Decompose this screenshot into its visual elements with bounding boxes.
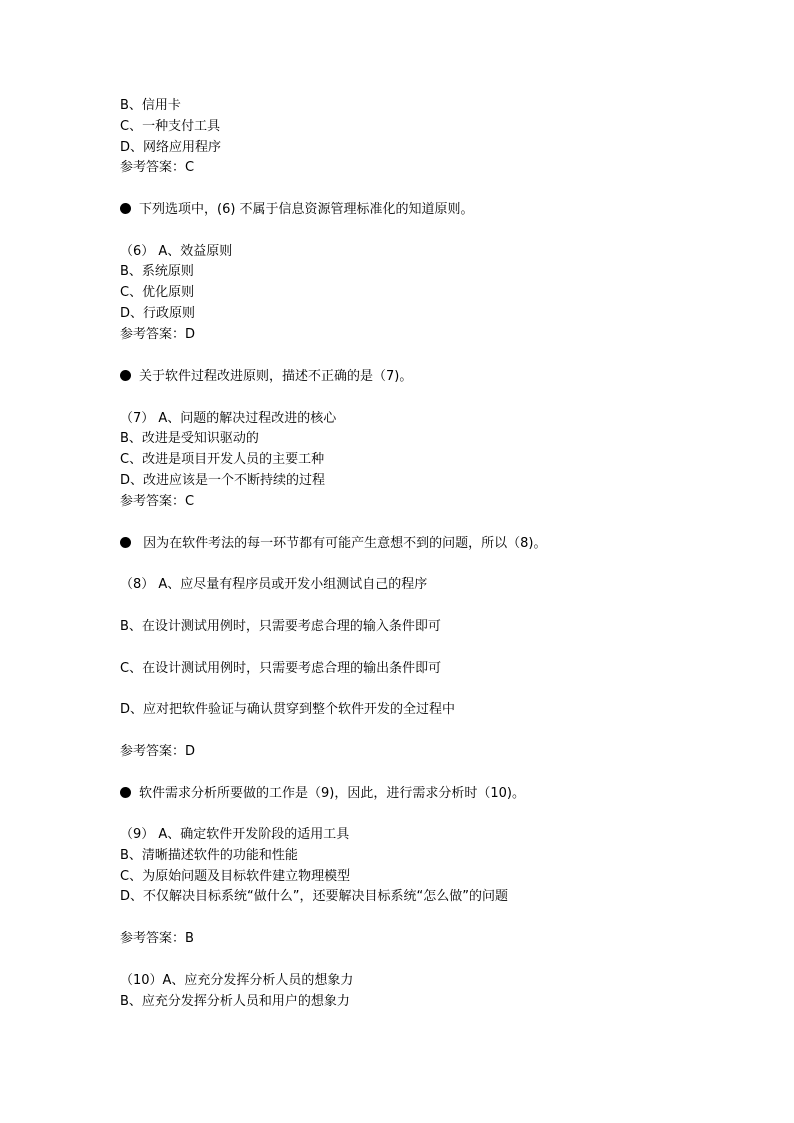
- option-d-q9: D、不仅解决目标系统“做什么”，还要解决目标系统“怎么做”的问题: [120, 889, 508, 904]
- option-c-q7: C、改进是项目开发人员的主要工种: [120, 452, 325, 467]
- option-a-q8: （8） A、应尽量有程序员或开发小组测试自己的程序: [120, 577, 428, 592]
- option-b-q8: B、在设计测试用例时，只需要考虑合理的输入条件即可: [120, 619, 441, 634]
- option-a-q6: （6） A、效益原则: [120, 244, 233, 259]
- answer-q9: 参考答案：B: [120, 931, 194, 946]
- bullet-icon: [120, 370, 131, 381]
- question-7-text: 关于软件过程改进原则，描述不正确的是（7)。: [139, 369, 413, 384]
- answer-q5: 参考答案：C: [120, 160, 195, 175]
- answer-q8: 参考答案：D: [120, 744, 196, 759]
- option-a-q10: （10）A、应充分发挥分析人员的想象力: [120, 973, 354, 988]
- option-b-q9: B、清晰描述软件的功能和性能: [120, 848, 298, 863]
- option-c-q5: C、一种支付工具: [120, 119, 221, 134]
- option-c-q8: C、在设计测试用例时，只需要考虑合理的输出条件即可: [120, 661, 442, 676]
- option-c-q9: C、为原始问题及目标软件建立物理模型: [120, 869, 351, 884]
- question-6: [120, 200, 474, 220]
- option-d-q5: D、网络应用程序: [120, 140, 222, 155]
- question-8: [120, 534, 546, 554]
- bullet-icon: [120, 203, 131, 214]
- answer-q7: 参考答案：C: [120, 494, 195, 509]
- bullet-icon: [120, 787, 131, 798]
- question-9-10: [120, 784, 525, 804]
- option-c-q6: C、优化原则: [120, 285, 195, 300]
- answer-q6: 参考答案：D: [120, 327, 196, 342]
- option-a-q7: （7） A、问题的解决过程改进的核心: [120, 411, 337, 426]
- question-6-text: 下列选项中，(6) 不属于信息资源管理标准化的知道原则。: [139, 202, 474, 217]
- option-d-q7: D、改进应该是一个不断持续的过程: [120, 473, 326, 488]
- question-7: [120, 367, 412, 387]
- question-9-10-text: 软件需求分析所要做的工作是（9)，因此，进行需求分析时（10)。: [139, 786, 525, 801]
- option-b-q10: B、应充分发挥分析人员和用户的想象力: [120, 994, 350, 1009]
- option-d-q8: D、应对把软件验证与确认贯穿到整个软件开发的全过程中: [120, 702, 456, 717]
- option-d-q6: D、行政原则: [120, 306, 196, 321]
- option-b-q5: B、信用卡: [120, 98, 181, 113]
- question-8-text: 因为在软件考法的每一环节都有可能产生意想不到的问题，所以（8)。: [139, 536, 547, 551]
- option-a-q9: （9） A、确定软件开发阶段的适用工具: [120, 827, 350, 842]
- bullet-icon: [120, 537, 131, 548]
- option-b-q6: B、系统原则: [120, 264, 194, 279]
- option-b-q7: B、改进是受知识驱动的: [120, 431, 259, 446]
